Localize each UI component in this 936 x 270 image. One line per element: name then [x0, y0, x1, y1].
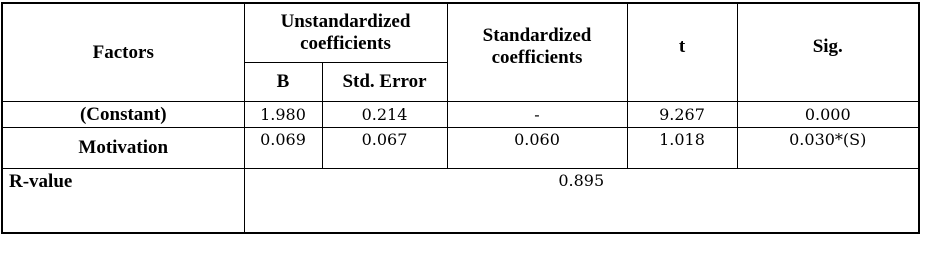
table-row	[2, 102, 919, 128]
cell-t: 9.267	[627, 102, 737, 128]
r-value-row	[2, 169, 919, 234]
r-value: 0.895	[244, 169, 919, 234]
cell-std-error: 0.214	[322, 102, 447, 128]
header-standardized-text: Standardized coefficients	[482, 24, 592, 68]
header-t	[627, 3, 737, 102]
header-unstandardized-coefficients: Unstandardized coefficients	[244, 3, 447, 63]
row-factor-constant: (Constant)	[2, 102, 244, 128]
header-std-error: Std. Error	[322, 63, 447, 102]
header-t-text: t	[678, 35, 686, 57]
header-row-top	[2, 3, 919, 63]
header-b: B	[244, 63, 322, 102]
cell-sig: 0.000	[737, 102, 919, 128]
cell-b: 0.069	[244, 128, 322, 169]
cell-standardized: 0.060	[447, 128, 627, 169]
regression-coefficients-table	[1, 2, 920, 234]
cell-std-error: 0.067	[322, 128, 447, 169]
header-sig-text: Sig.	[812, 35, 843, 57]
cell-b: 1.980	[244, 102, 322, 128]
table-row	[2, 128, 919, 169]
cell-sig: 0.030*(S)	[737, 128, 919, 169]
cell-t: 1.018	[627, 128, 737, 169]
cell-standardized: -	[447, 102, 627, 128]
header-factors: Factors	[2, 3, 244, 102]
header-sig	[737, 3, 919, 102]
r-value-label: R-value	[2, 169, 244, 234]
header-standardized-coefficients	[447, 3, 627, 102]
row-factor-motivation: Motivation	[2, 128, 244, 169]
